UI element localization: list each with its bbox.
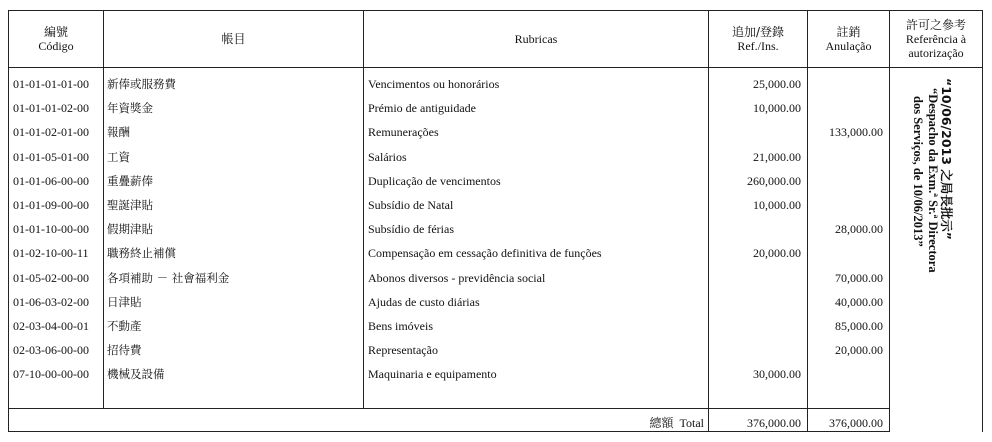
authorization-line-2: “Despacho da Exm.ª Sr.ª Directora (926, 88, 940, 273)
rubric-cell: Bens imóveis (368, 318, 433, 333)
rubric-cell: Representação (368, 343, 438, 358)
cancel-cell (808, 96, 889, 120)
total-label (9, 409, 709, 432)
add-cell: 10,000.00 (753, 101, 801, 116)
total-add: 376,000.00 (709, 409, 808, 432)
authorization-line-3: dos Serviços, de 10/06/2013” (911, 96, 925, 247)
rubric-cell: Salários (368, 149, 407, 164)
add-cell (709, 217, 807, 241)
header-code-pt: Código (38, 39, 74, 53)
header-account-zh: 帳目 (221, 32, 246, 46)
account-cell: 假期津貼 (107, 222, 153, 237)
data-body (9, 68, 983, 409)
add-cell (709, 290, 807, 314)
account-cell: 報酬 (107, 125, 130, 140)
total-label-zh: 總額 (649, 416, 674, 430)
add-column (709, 68, 808, 409)
total-row (9, 409, 983, 432)
header-add-pt: Ref./Ins. (737, 39, 779, 53)
rubric-cell: Ajudas de custo diárias (368, 294, 480, 309)
add-cell (709, 120, 807, 144)
code-cell: 01-01-10-00-00 (13, 222, 89, 237)
header-rubric (364, 11, 709, 68)
account-cell: 各項補助 － 社會福利金 (107, 270, 230, 285)
header-auth-pt1: Referência à (905, 32, 967, 46)
add-cell (709, 266, 807, 290)
add-cell: 260,000.00 (747, 173, 801, 188)
header-account (104, 11, 364, 68)
authorization-text (890, 78, 982, 318)
header-cancel (808, 11, 890, 68)
rubric-column (364, 68, 709, 409)
cancel-cell: 20,000.00 (835, 343, 883, 358)
account-cell: 不動產 (107, 318, 142, 333)
account-cell: 機械及設備 (107, 367, 165, 382)
cancel-cell (808, 362, 889, 386)
add-cell (709, 314, 807, 338)
code-cell: 02-03-06-00-00 (13, 343, 89, 358)
account-cell: 新俸或服務費 (107, 77, 176, 91)
budget-table (8, 10, 983, 432)
code-cell: 01-05-02-00-00 (13, 270, 89, 285)
rubric-cell: Subsídio de Natal (368, 197, 454, 212)
authorization-line-1: “10/06/2013 之局長批示” (939, 78, 954, 240)
add-cell: 21,000.00 (753, 149, 801, 164)
add-cell: 30,000.00 (753, 367, 801, 382)
cancel-cell (808, 241, 889, 265)
add-cell: 20,000.00 (753, 246, 801, 261)
code-cell: 01-01-05-01-00 (13, 149, 89, 164)
account-column (104, 68, 364, 409)
account-cell: 招待費 (107, 343, 142, 358)
rubric-cell: Vencimentos ou honorários (368, 77, 500, 91)
code-cell: 01-01-01-02-00 (13, 101, 89, 116)
code-cell: 01-01-02-01-00 (13, 125, 89, 140)
add-cell (709, 338, 807, 362)
rubric-cell: Maquinaria e equipamento (368, 367, 497, 382)
header-cancel-zh: 註銷 (836, 25, 861, 39)
cancel-cell (808, 72, 889, 96)
cancel-cell: 40,000.00 (835, 294, 883, 309)
code-cell: 02-03-04-00-01 (13, 318, 89, 333)
rubric-cell: Subsídio de férias (368, 222, 454, 237)
cancel-cell (808, 169, 889, 193)
cancel-cell: 85,000.00 (835, 318, 883, 333)
add-cell: 10,000.00 (753, 197, 801, 212)
header-authorization (890, 11, 983, 68)
header-code-zh: 編號 (43, 25, 68, 39)
cancel-column (808, 68, 890, 409)
header-auth-pt2: autorização (908, 46, 964, 60)
header-add-zh: 追加/登錄 (731, 25, 785, 39)
rubric-cell: Abonos diversos - previdência social (368, 270, 546, 285)
authorization-cell (890, 68, 983, 432)
header-row (9, 11, 983, 68)
cancel-cell: 28,000.00 (835, 222, 883, 237)
account-cell: 重疊薪俸 (107, 173, 153, 188)
account-cell: 聖誕津貼 (107, 197, 153, 212)
header-code (9, 11, 104, 68)
cancel-cell (808, 193, 889, 217)
code-cell: 01-01-01-01-00 (13, 77, 89, 91)
account-cell: 年資獎金 (107, 101, 153, 116)
code-cell: 01-01-09-00-00 (13, 197, 89, 212)
rubric-cell: Duplicação de vencimentos (368, 173, 501, 188)
rubric-cell: Prémio de antiguidade (368, 101, 476, 116)
rubric-cell: Remunerações (368, 125, 439, 140)
budget-table-wrap (8, 10, 983, 432)
code-cell: 01-02-10-00-11 (13, 246, 89, 261)
code-cell: 01-06-03-02-00 (13, 294, 89, 309)
header-cancel-pt: Anulação (825, 39, 872, 53)
code-column (9, 68, 104, 409)
code-cell: 07-10-00-00-00 (13, 367, 89, 382)
cancel-cell: 70,000.00 (835, 270, 883, 285)
add-cell: 25,000.00 (753, 77, 801, 91)
header-rubric-pt: Rubricas (514, 32, 558, 46)
total-cancel: 376,000.00 (808, 409, 890, 432)
cancel-cell: 133,000.00 (829, 125, 883, 140)
account-cell: 工資 (107, 149, 130, 164)
code-cell: 01-01-06-00-00 (13, 173, 89, 188)
cancel-cell (808, 145, 889, 169)
header-auth-zh: 許可之參考 (905, 18, 966, 32)
account-cell: 日津貼 (107, 294, 142, 309)
total-label-pt: Total (679, 416, 704, 430)
account-cell: 職務終止補償 (107, 246, 176, 261)
header-add (709, 11, 808, 68)
rubric-cell: Compensação em cessação definitiva de funções (368, 246, 602, 261)
